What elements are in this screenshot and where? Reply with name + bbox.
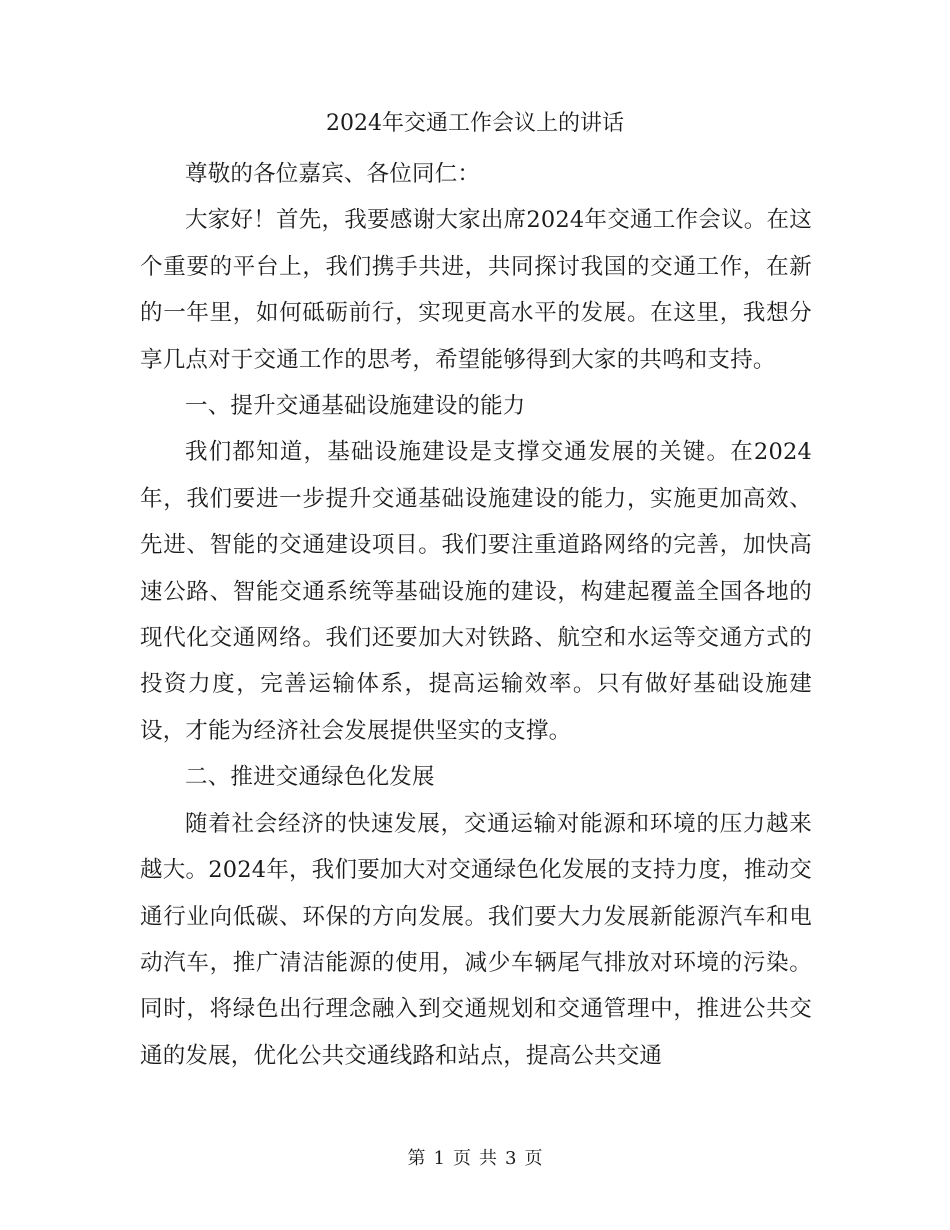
section-heading-1: 一、提升交通基础设施建设的能力 <box>185 393 526 420</box>
salutation-paragraph: 尊敬的各位嘉宾、各位同仁： <box>185 161 481 187</box>
footer-current-page: 1 <box>433 1148 445 1169</box>
intro-paragraph: 大家好！首先，我要感谢大家出席2024年交通工作会议。在这个重要的平台上，我们携手共进，共同探讨我国的交通工作，在新的一年里，如何砥砺前行，实现更高水平的发展。在这里，我想分享几点对于交通工作的思考，希望能够得到大家的共鸣和支持。 <box>140 207 812 373</box>
footer-page-label: 第 <box>407 1148 426 1169</box>
section-2-paragraph: 随着社会经济的快速发展，交通运输对能源和环境的压力越来越大。2024年，我们要加大对交通绿色化发展的支持力度，推动交通行业向低碳、环保的方向发展。我们要大力发展新能源汽车和电动汽车，推广清洁能源的使用，减少车辆尾气排放对环境的污染。同时，将绿色出行理念融入到交通规划和交通管理中，推进公共交通的发展，优化公共交通线路和站点，提高公共交通 <box>140 810 812 1069</box>
footer-total-pages: 3 <box>505 1148 517 1169</box>
page-footer <box>0 1144 950 1174</box>
footer-total-label: 共 <box>479 1148 497 1169</box>
footer-page-unit: 页 <box>453 1148 471 1169</box>
footer-total-unit: 页 <box>524 1148 543 1169</box>
section-heading-2: 二、推进交通绿色化发展 <box>185 764 435 791</box>
document-title: 2024年交通工作会议上的讲话 <box>326 111 624 136</box>
document-body <box>140 151 812 1079</box>
section-1-paragraph: 我们都知道，基础设施建设是支撑交通发展的关键。在2024年，我们要进一步提升交通基础设施建设的能力，实施更加高效、先进、智能的交通建设项目。我们要注重道路网络的完善，加快高速公路、智能交通系统等基础设施的建设，构建起覆盖全国各地的现代化交通网络。我们还要加大对铁路、航空和水运等交通方式的投资力度，完善运输体系，提高运输效率。只有做好基础设施建设，才能为经济社会发展提供坚实的支撑。 <box>140 439 812 744</box>
